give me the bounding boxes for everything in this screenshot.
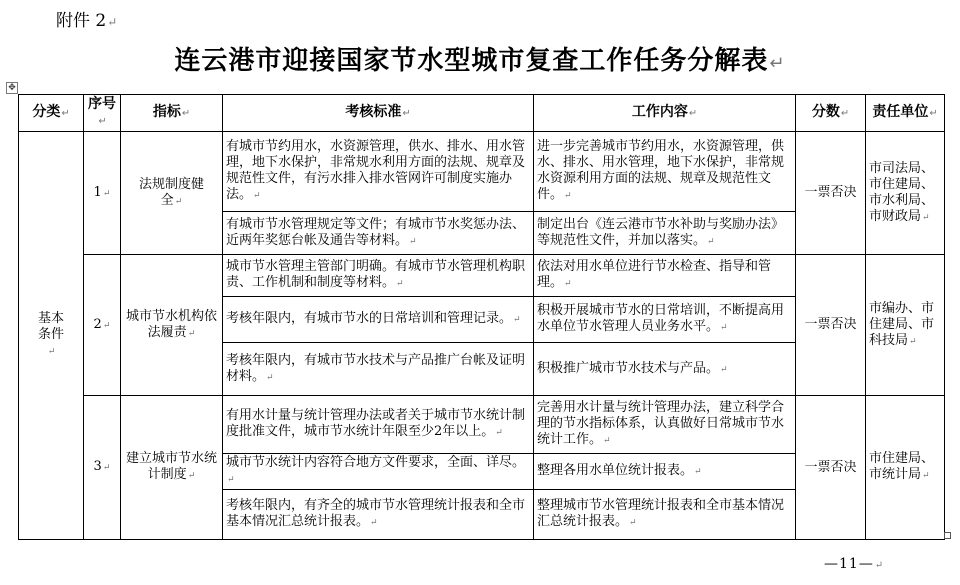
table-row: [19, 396, 945, 454]
criteria-cell: 考核年限内，有城市节水的日常培训和管理记录。↵: [223, 297, 534, 343]
criteria-cell: 考核年限内，有齐全的城市节水管理统计报表和全市基本情况汇总统计报表。↵: [223, 490, 534, 540]
paragraph-mark-icon: ↵: [922, 212, 930, 223]
criteria-cell: 有用水计量与统计管理办法或者关于城市节水统计制度批准文件，城市节水统计年限至少2年以上。↵: [223, 396, 534, 454]
paragraph-mark-icon: ↵: [707, 236, 715, 247]
paragraph-mark-icon: ↵: [603, 436, 611, 446]
work-cell: 完善用水计量与统计管理办法，建立科学合理的节水指标体系，认真做好日常城市节水统计工作。↵: [534, 396, 796, 454]
paragraph-mark-icon: ↵: [694, 467, 702, 477]
table-move-handle-icon[interactable]: ✥: [6, 82, 18, 94]
work-cell: 积极开展城市节水的日常培训，不断提高用水单位节水管理人员业务水平。↵: [534, 297, 796, 343]
seq-cell: 3↵: [84, 396, 121, 540]
paragraph-mark-icon: ↵: [370, 518, 378, 528]
paragraph-mark-icon: ↵: [688, 108, 698, 119]
work-cell: 整理城市节水管理统计报表和全市基本情况汇总统计报表。↵: [534, 490, 796, 540]
unit-cell: 市司法局、市住建局、市水利局、市财政局↵: [866, 132, 945, 255]
indicator-cell: 法规制度健全↵: [121, 132, 223, 255]
seq-cell: 1↵: [84, 132, 121, 255]
paragraph-mark-icon: ↵: [266, 372, 274, 383]
score-cell: 一票否决: [796, 255, 866, 396]
header-criteria: 考核标准↵: [223, 95, 534, 132]
score-cell: 一票否决: [796, 396, 866, 540]
paragraph-mark-icon: ↵: [495, 428, 503, 438]
criteria-cell: 考核年限内，有城市节水技术与产品推广台帐及证明材料。↵: [223, 343, 534, 396]
paragraph-mark-icon: ↵: [402, 108, 411, 119]
header-category: 分类↵: [19, 95, 84, 132]
task-table: [18, 94, 945, 540]
paragraph-mark-icon: ↵: [102, 463, 111, 473]
paragraph-mark-icon: ↵: [513, 315, 521, 325]
header-score: 分数↵: [796, 95, 866, 132]
paragraph-mark-icon: ↵: [187, 471, 196, 481]
work-cell: 依法对用水单位进行节水检查、指导和管理。↵: [534, 255, 796, 297]
paragraph-mark-icon: ↵: [922, 471, 930, 481]
criteria-cell: 有城市节水管理规定等文件；有城市节水奖惩办法、近两年奖惩台帐及通告等材料。↵: [223, 212, 534, 255]
table-header-row: [19, 95, 945, 132]
indicator-cell: 城市节水机构依法履责↵: [121, 255, 223, 396]
score-cell: 一票否决: [796, 132, 866, 255]
paragraph-mark-icon: ↵: [629, 518, 637, 528]
page-title: 连云港市迎接国家节水型城市复查工作任务分解表↵: [174, 46, 786, 76]
work-cell: 整理各用水单位统计报表。↵: [534, 454, 796, 490]
paragraph-mark-icon: ↵: [174, 196, 183, 207]
paragraph-mark-icon: ↵: [769, 53, 786, 74]
header-work: 工作内容↵: [534, 95, 796, 132]
work-cell: 积极推广城市节水技术与产品。↵: [534, 343, 796, 396]
unit-cell: 市住建局、市统计局↵: [866, 396, 945, 540]
paragraph-mark-icon: ↵: [840, 108, 850, 119]
indicator-cell: 建立城市节水统计制度↵: [121, 396, 223, 540]
table-row: [19, 132, 945, 212]
paragraph-mark-icon: ↵: [409, 236, 417, 247]
paragraph-mark-icon: ↵: [396, 279, 404, 289]
paragraph-mark-icon: ↵: [187, 328, 196, 339]
paragraph-mark-icon: ↵: [909, 336, 917, 347]
criteria-cell: 城市节水统计内容符合地方文件要求，全面、详尽。↵: [223, 454, 534, 490]
paragraph-mark-icon: ↵: [181, 108, 191, 119]
header-seq: 序号↵: [84, 95, 121, 132]
paragraph-mark-icon: ↵: [102, 188, 111, 199]
paragraph-mark-icon: ↵: [929, 108, 938, 119]
table-row: [19, 255, 945, 297]
header-unit: 责任单位↵: [866, 95, 945, 132]
criteria-cell: 有城市节约用水，水资源管理，供水、排水、用水管理，地下水保护，非常规水利用方面的法规、规章及规范性文件，有污水排入排水管网许可制度实施办法。↵: [223, 132, 534, 212]
paragraph-mark-icon: ↵: [227, 475, 235, 485]
work-cell: 制定出台《连云港市节水补助与奖励办法》等规范性文件，并加以落实。↵: [534, 212, 796, 255]
header-indicator: 指标↵: [121, 95, 223, 132]
paragraph-mark-icon: ↵: [107, 15, 118, 29]
paragraph-mark-icon: ↵: [720, 323, 728, 333]
table-resize-handle[interactable]: [944, 532, 951, 539]
paragraph-mark-icon: ↵: [564, 279, 572, 289]
paragraph-mark-icon: ↵: [874, 560, 885, 571]
paragraph-mark-icon: ↵: [102, 320, 111, 331]
seq-cell: 2↵: [84, 255, 121, 396]
category-cell: 基本条件↵: [19, 132, 84, 540]
attachment-label: 附件 2↵: [56, 11, 118, 31]
paragraph-mark-icon: ↵: [253, 191, 261, 201]
paragraph-mark-icon: ↵: [720, 364, 728, 375]
page-number: —11—↵: [824, 556, 885, 572]
paragraph-mark-icon: ↵: [61, 108, 70, 119]
work-cell: 进一步完善城市节约用水，水资源管理，供水、排水、用水管理，地下水保护，非常规水资源利用方面的法规、规章及规范性文件。↵: [534, 132, 796, 212]
paragraph-mark-icon: ↵: [564, 191, 572, 201]
unit-cell: 市编办、市住建局、市科技局↵: [866, 255, 945, 396]
criteria-cell: 城市节水管理主管部门明确。有城市节水管理机构职责、工作机制和制度等材料。↵: [223, 255, 534, 297]
paragraph-mark-icon: ↵: [47, 347, 56, 357]
paragraph-mark-icon: ↵: [98, 116, 107, 127]
